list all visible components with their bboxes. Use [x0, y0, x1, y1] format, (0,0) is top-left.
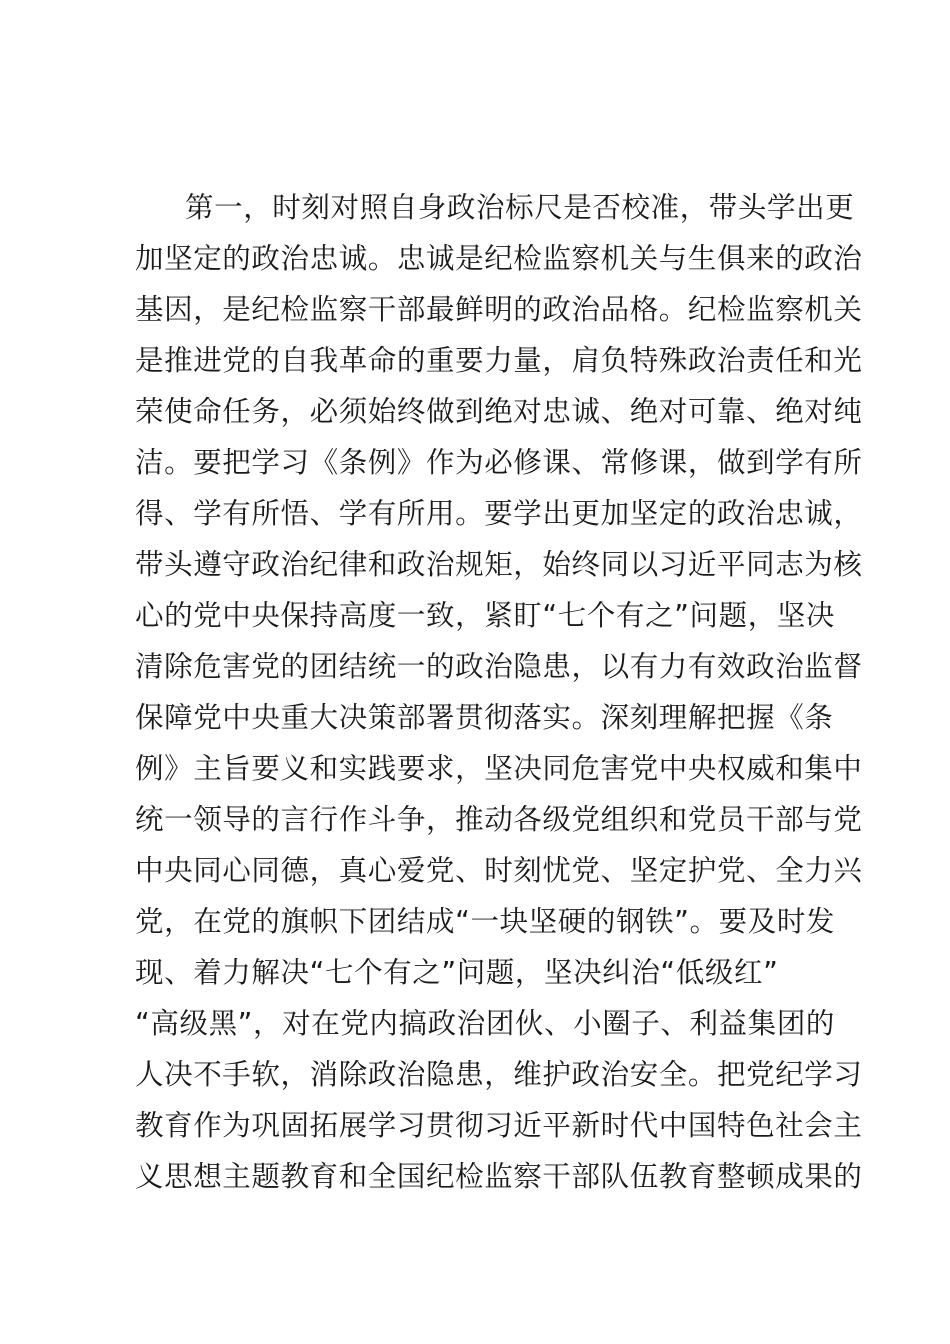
paragraph-line: 统一领导的言行作斗争，推动各级党组织和党员干部与党 [135, 803, 863, 836]
paragraph-line: 例》主旨要义和实践要求，坚决同危害党中央权威和集中 [135, 752, 863, 785]
paragraph-line: 第一，时刻对照自身政治标尺是否校准，带头学出更 [185, 191, 855, 224]
paragraph-line: 加坚定的政治忠诚。忠诚是纪检监察机关与生俱来的政治 [135, 242, 863, 275]
paragraph-line: 保障党中央重大决策部署贯彻落实。深刻理解把握《条 [135, 701, 834, 734]
paragraph-line: 义思想主题教育和全国纪检监察干部队伍教育整顿成果的 [135, 1160, 863, 1193]
paragraph-line: 清除危害党的团结统一的政治隐患，以有力有效政治监督 [135, 650, 863, 683]
paragraph-line: 党，在党的旗帜下团结成“一块坚硬的钢铁”。要及时发 [135, 905, 836, 938]
paragraph-line: 中央同心同德，真心爱党、时刻忧党、坚定护党、全力兴 [135, 854, 863, 887]
paragraph-line: 心的党中央保持高度一致，紧盯“七个有之”问题，坚决 [135, 599, 836, 632]
paragraph-line: 人决不手软，消除政治隐患，维护政治安全。把党纪学习 [135, 1058, 863, 1091]
paragraph-line: 现、着力解决“七个有之”问题，坚决纠治“低级红” [135, 956, 779, 989]
paragraph-line: 得、学有所悟、学有所用。要学出更加坚定的政治忠诚， [135, 497, 863, 530]
paragraph-line: 基因，是纪检监察干部最鲜明的政治品格。纪检监察机关 [135, 293, 863, 326]
paragraph-line: 荣使命任务，必须始终做到绝对忠诚、绝对可靠、绝对纯 [135, 395, 863, 428]
paragraph-line: 是推进党的自我革命的重要力量，肩负特殊政治责任和光 [135, 344, 863, 377]
body-paragraph [135, 182, 863, 1202]
paragraph-line: 教育作为巩固拓展学习贯彻习近平新时代中国特色社会主 [135, 1109, 863, 1142]
paragraph-line: 洁。要把学习《条例》作为必修课、常修课，做到学有所 [135, 446, 863, 479]
paragraph-line: 带头遵守政治纪律和政治规矩，始终同以习近平同志为核 [135, 548, 863, 581]
paragraph-line: “高级黑”，对在党内搞政治团伙、小圈子、利益集团的 [135, 1007, 836, 1040]
